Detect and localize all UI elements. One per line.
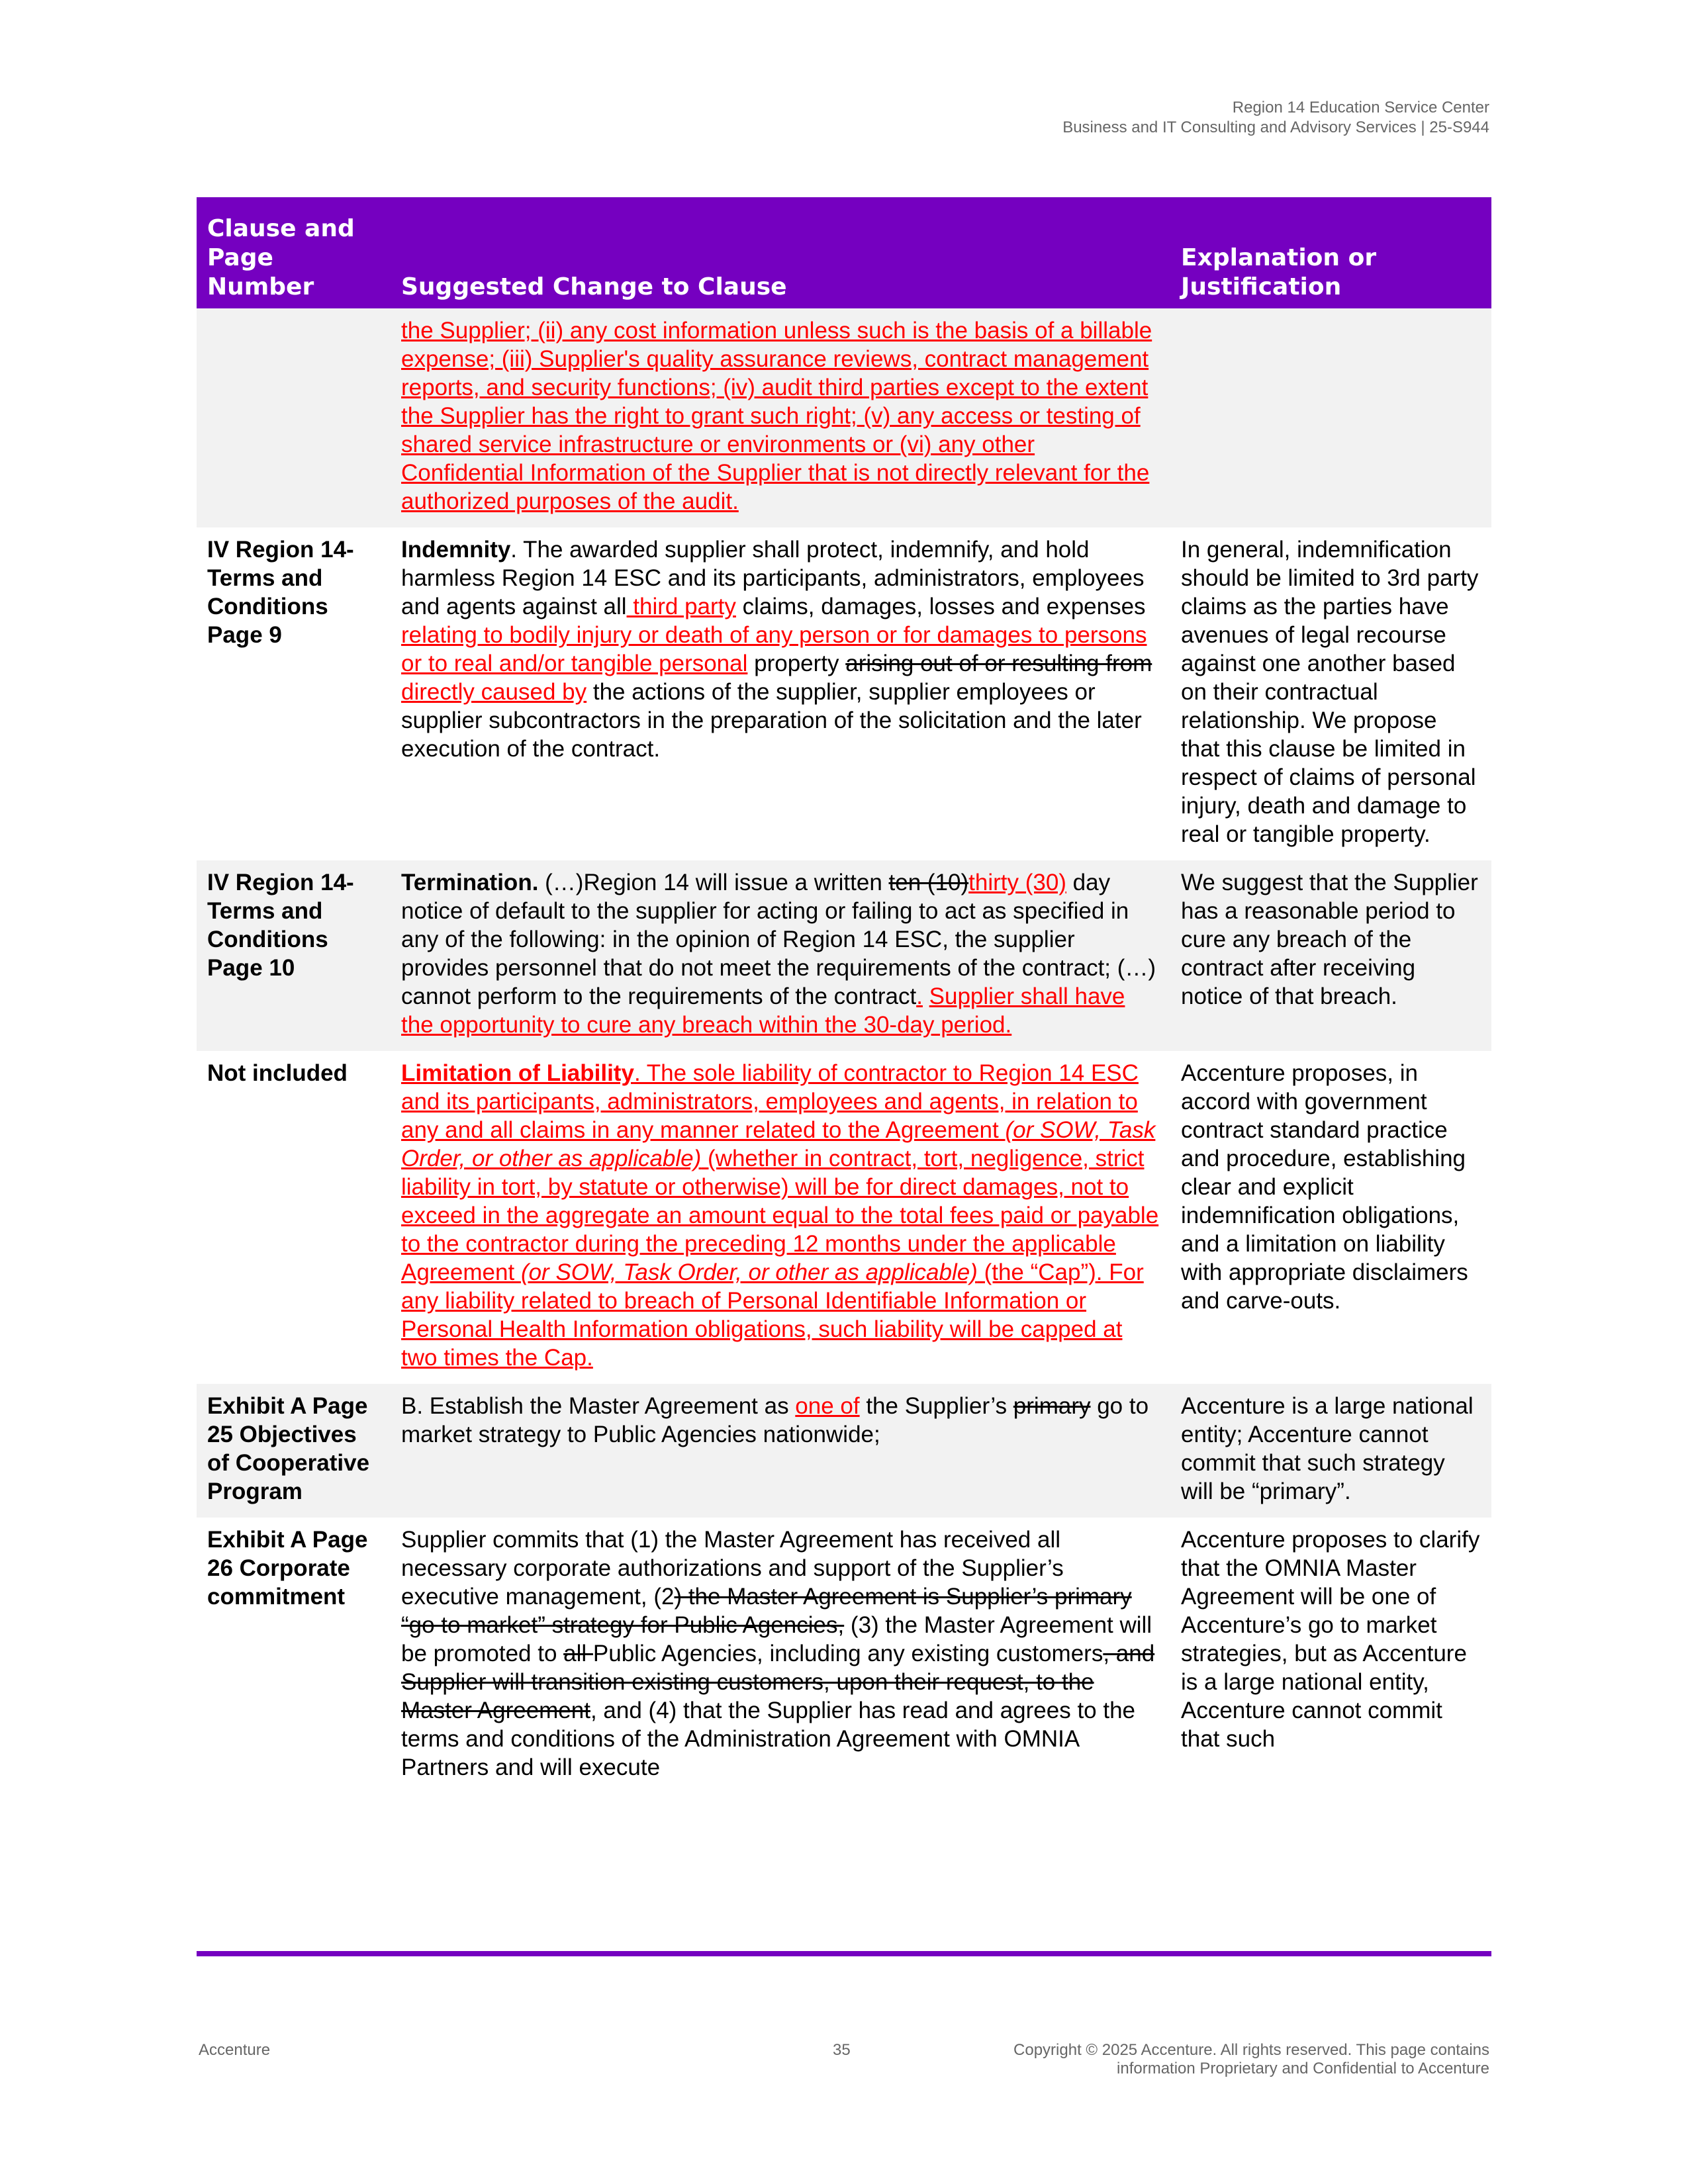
change-cell: [391, 860, 1170, 1051]
table-row: [197, 1384, 1491, 1518]
explanation-cell: [1170, 308, 1491, 527]
change-text-run: ten (10): [888, 870, 969, 895]
change-text-run: arising out of or resulting from: [845, 651, 1152, 676]
change-text-run: claims, damages, losses and expenses: [735, 594, 1146, 619]
change-cell: [391, 1384, 1170, 1518]
copyright-line-2: information Proprietary and Confidential to Accenture: [1117, 2060, 1489, 2077]
clause-table: [197, 197, 1491, 1794]
col-header-change: Suggested Change to Clause: [391, 197, 1170, 308]
change-text-run: B. Establish the Master Agreement as: [401, 1393, 796, 1419]
change-text-run: (3) the Master Agreement will be promoted to: [401, 1612, 1152, 1666]
change-text-run: the Supplier; (ii) any cost information unless such is the basis of a billable expense; (iii) Supplier's quality assurance reviews, contract management reports, and security functions; (iv) audit third parties except to the extent the Supplier has the right to grant such right; (v) any access or testing of shared service infrastructure or environments or (vi) any other Confidential Information of the Supplier that is not directly relevant for the authorized purposes of the audit.: [401, 318, 1152, 514]
change-text-run: ) the Master Agreement is Supplier’s primary “go to market” strategy for Public Agencies,: [401, 1584, 1132, 1638]
change-cell: [391, 1518, 1170, 1794]
change-text-run: Supplier shall have the opportunity to cure any breach within the 30-day period.: [401, 983, 1125, 1038]
change-text-run: , and (4) that the Supplier has read and agrees to the terms and conditions of the Administration Agreement with OMNIA Partners and will execute: [401, 1698, 1136, 1780]
change-text-run: (the “Cap”). For any liability related to breach of Personal Identifiable Information or Personal Health Information obligations, such liability will be capped at two times the Cap.: [401, 1259, 1144, 1371]
header-org: Region 14 Education Service Center: [1232, 99, 1489, 116]
copyright-line-1: Copyright © 2025 Accenture. All rights reserved. This page contains: [1013, 2041, 1489, 2059]
table-row: [197, 1518, 1491, 1794]
change-text-run: Public Agencies, including any existing customers: [592, 1641, 1103, 1666]
change-text-run: , and Supplier will transition existing customers, upon their request, to the Master Agreement: [401, 1641, 1155, 1723]
col-header-explanation: Explanation or Justification: [1170, 197, 1491, 308]
col-header-clause: Clause and Page Number: [197, 197, 391, 308]
change-text-run: Supplier commits that (1) the Master Agreement has received all necessary corporate authorizations and support of the Supplier’s executive management, (2: [401, 1527, 1064, 1610]
page-number: 35: [833, 2041, 851, 2059]
change-text-run: Termination.: [401, 870, 539, 895]
table-header-row: [197, 197, 1491, 308]
footer-copyright: [1013, 2041, 1489, 2078]
change-text-run: (whether in contract, tort, negligence, strict liability in tort, by statute or otherwise) will be for direct damages, not to exceed in the aggregate an amount equal to the total fees paid or payable to the contractor during the preceding 12 months under the applicable Agreement: [401, 1146, 1159, 1285]
table-row: [197, 308, 1491, 527]
explanation-cell: In general, indemnification should be limited to 3rd party claims as the parties have avenues of legal recourse against one another based on their contractual relationship. We propose that this clause be limited in respect of claims of personal injury, death and damage to real or tangible property.: [1181, 537, 1479, 847]
clause-cell: Exhibit A Page 26 Corporate commitment: [207, 1527, 368, 1610]
change-text-run: day notice of default to the supplier for acting or failing to act as specified in any of the following: in the opinion of Region 14 ESC, the supplier provides personnel that do not meet the requirements of the contract; (…) cannot perform to the requirements of the contract: [401, 870, 1156, 1009]
change-text-run: relating to bodily injury or death of any person or for damages to persons or to real and/or tangible personal: [401, 622, 1147, 676]
page-header: [1062, 98, 1489, 138]
table-row: [197, 1051, 1491, 1384]
change-text-run: third party: [626, 594, 736, 619]
change-text-run: primary: [1013, 1393, 1091, 1419]
explanation-cell: We suggest that the Supplier has a reasonable period to cure any breach of the contract after receiving notice of that breach.: [1170, 860, 1491, 1051]
table-row: [197, 527, 1491, 860]
change-text-run: (…)Region 14 will issue a written: [538, 870, 889, 895]
explanation-cell: Accenture is a large national entity; Accenture cannot commit that such strategy will be “primary”.: [1170, 1384, 1491, 1518]
explanation-cell: Accenture proposes, in accord with government contract standard practice and procedure, establishing clear and explicit indemnification obligations, and a limitation on liability with appropriate disclaimers and carve-outs.: [1181, 1060, 1468, 1314]
clause-cell: Exhibit A Page 25 Objectives of Cooperative Program: [197, 1384, 391, 1518]
change-text-run: . The awarded supplier shall protect, indemnify, and hold harmless Region 14 ESC and its participants, administrators, employees and agents against all: [401, 537, 1145, 619]
change-text-run: one of: [795, 1393, 860, 1419]
change-text-run: property: [747, 651, 846, 676]
change-text-run: . The sole liability of contractor to Region 14 ESC and its participants, administrators, employees and agents, in relation to any and all claims in any manner related to the Agreement: [401, 1060, 1139, 1143]
change-text-run: (or SOW, Task Order, or other as applicable): [520, 1259, 978, 1285]
table-bottom-rule: [197, 1951, 1491, 1956]
header-project: Business and IT Consulting and Advisory Services | 25-S944: [1062, 118, 1489, 136]
change-text-run: .: [916, 983, 923, 1009]
change-text-run: thirty (30): [968, 870, 1066, 895]
clause-cell: Not included: [207, 1060, 348, 1086]
change-text-run: (or SOW, Task Order, or other as applicable): [401, 1117, 1156, 1171]
change-text-run: Limitation of Liability: [401, 1060, 634, 1086]
explanation-cell: Accenture proposes to clarify that the OMNIA Master Agreement will be one of Accenture’s go to market strategies, but as Accenture is a large national entity, Accenture cannot commit that such: [1181, 1527, 1480, 1752]
change-text-run: all: [563, 1641, 593, 1666]
change-text-run: the actions of the supplier, supplier employees or supplier subcontractors in the preparation of the solicitation and the later execution of the contract.: [401, 679, 1142, 762]
change-text-run: go to market strategy to Public Agencies nationwide;: [401, 1393, 1149, 1447]
footer-company: Accenture: [199, 2041, 271, 2059]
change-cell: [391, 527, 1170, 860]
clause-cell: IV Region 14- Terms and Conditions Page 9: [207, 537, 354, 648]
clause-cell: IV Region 14- Terms and Conditions Page 10: [197, 860, 391, 1051]
change-text-run: the Supplier’s: [859, 1393, 1013, 1419]
change-text-run: Indemnity: [401, 537, 511, 563]
table-row: [197, 860, 1491, 1051]
clause-cell: [197, 308, 391, 527]
change-cell: [391, 308, 1170, 527]
change-text-run: [923, 983, 929, 1009]
change-text-run: directly caused by: [401, 679, 587, 705]
change-cell: [391, 1051, 1170, 1384]
